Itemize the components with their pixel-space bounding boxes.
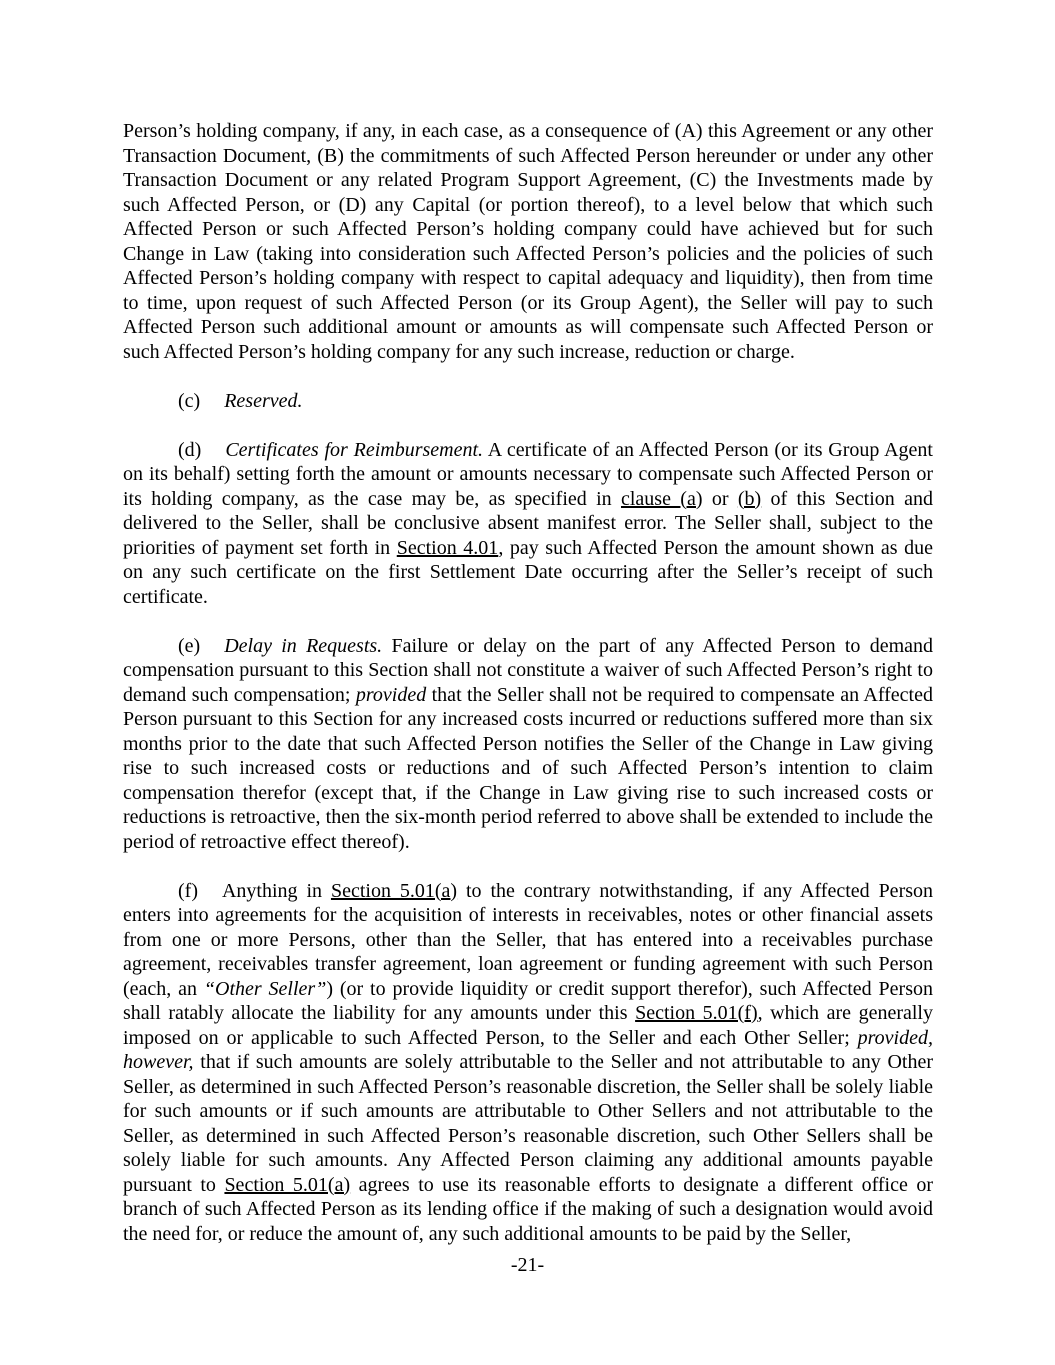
text-run-italic: provided, however, xyxy=(123,1026,933,1073)
paragraph-c xyxy=(123,389,933,414)
paragraph-label: (e) xyxy=(178,634,201,657)
paragraph-label: (d) xyxy=(178,438,202,461)
paragraph-continuation xyxy=(123,119,933,364)
page-number: -21- xyxy=(510,1254,545,1276)
text-run: ) (or to provide liquidity or credit support therefor), such Affected Person shall ratably allocate the liability for any amounts under this xyxy=(123,977,933,1024)
section-reference: Section 5.01(a) xyxy=(330,879,458,902)
subsection-heading: Certificates for Reimbursement. xyxy=(225,438,484,461)
document-body xyxy=(123,119,933,1246)
paragraph-f xyxy=(123,879,933,1247)
section-reference: Section 4.01 xyxy=(396,536,499,559)
text-run: or xyxy=(702,487,738,510)
text-run: that if such amounts are solely attributable to the Seller and not attributable to any Other Seller, as determined in such Affected Person’s reasonable discretion, the Seller shall be solely liable for such amounts or if such amounts are attributable to Other Sellers and not attributable to the Seller, as determined in such Affected Person’s reasonable discretion, such Other Sellers shall be solely liable for such amounts. Any Affected Person claiming any additional amounts payable pursuant to xyxy=(123,1051,933,1196)
text-run-italic: provided xyxy=(355,683,427,706)
text-run: that the Seller shall not be required to compensate an Affected Person pursuant to this Section for any increased costs incurred or reductions suffered more than six months prior to the date that such Affected Person notifies the Seller of the Change in Law giving rise to such increased costs or reductions and of such Affected Person’s intention to claim compensation therefor (except that, if the Change in Law giving rise to such increased costs or reductions is retroactive, then the six-month period referred to above shall be extended to include the period of retroactive effect thereof). xyxy=(123,683,933,853)
section-reference: Section 5.01(f) xyxy=(635,1002,758,1024)
paragraph-label: (c) xyxy=(178,389,201,412)
text-run: to the contrary notwithstanding, if any Affected Person enters into agreements for the acquisition of interests in receivables, notes or other financial assets from one or more Persons, other than the Seller, that has entered into a receivables purchase agreement, receivables transfer agreement, loan agreement or funding agreement with such Person (each, an xyxy=(123,879,934,1000)
text-run: , pay such Affected Person the amount shown as due on any such certificate on the first Settlement Date occurring after the Seller’s receipt of such certificate. xyxy=(123,536,934,608)
section-reference: (b) xyxy=(737,487,762,510)
text-run: , which are generally imposed on or applicable to such Affected Person, to the Seller and each Other Seller; xyxy=(123,1002,933,1049)
text-run: agrees to use its reasonable efforts to designate a different office or branch of such Affected Person as its lending office if the making of such a designation would avoid the need for, or reduce the amount of, any such additional amounts to be paid by the Seller, xyxy=(123,1173,933,1245)
paragraph-d xyxy=(123,438,933,610)
section-reference: Section 5.01(a) xyxy=(224,1173,351,1196)
text-run: Person’s holding company, if any, in each case, as a consequence of (A) this Agreement or any other Transaction Document, (B) the commitments of such Affected Person hereunder or under any other Transaction Document or any related Program Support Agreement, (C) the Investments made by such Affected Person, or (D) any Capital (or portion thereof), to a level below that which such Affected Person or such Affected Person’s holding company could have achieved but for such Change in Law (taking into consideration such Affected Person’s policies and the policies of such Affected Person’s holding company with respect to capital adequacy and liquidity), then from time to time, upon request of such Affected Person (or its Group Agent), the Seller will pay to such Affected Person such additional amount or amounts as will compensate such Affected Person or such Affected Person’s holding company for any such increase, reduction or charge. xyxy=(123,120,933,363)
text-run: Anything in xyxy=(221,879,331,902)
section-reference: clause (a) xyxy=(621,487,703,510)
paragraph-label: (f) xyxy=(178,879,198,902)
text-run: of this Section and delivered to the Seller, shall be conclusive absent manifest error. The Seller shall, subject to the priorities of payment set forth in xyxy=(123,487,933,559)
subsection-heading: Reserved. xyxy=(224,389,303,412)
subsection-heading: Delay in Requests. xyxy=(224,634,383,657)
text-run: Failure or delay on the part of any Affected Person to demand compensation pursuant to this Section shall not constitute a waiver of such Affected Person’s right to demand such compensation; xyxy=(123,634,934,706)
paragraph-e xyxy=(123,634,933,855)
defined-term: “Other Seller” xyxy=(203,977,327,1000)
text-run: A certificate of an Affected Person (or its Group Agent on its behalf) setting forth the amount or amounts necessary to compensate such Affected Person or its holding company, as the case may be, as specified in xyxy=(123,438,933,510)
